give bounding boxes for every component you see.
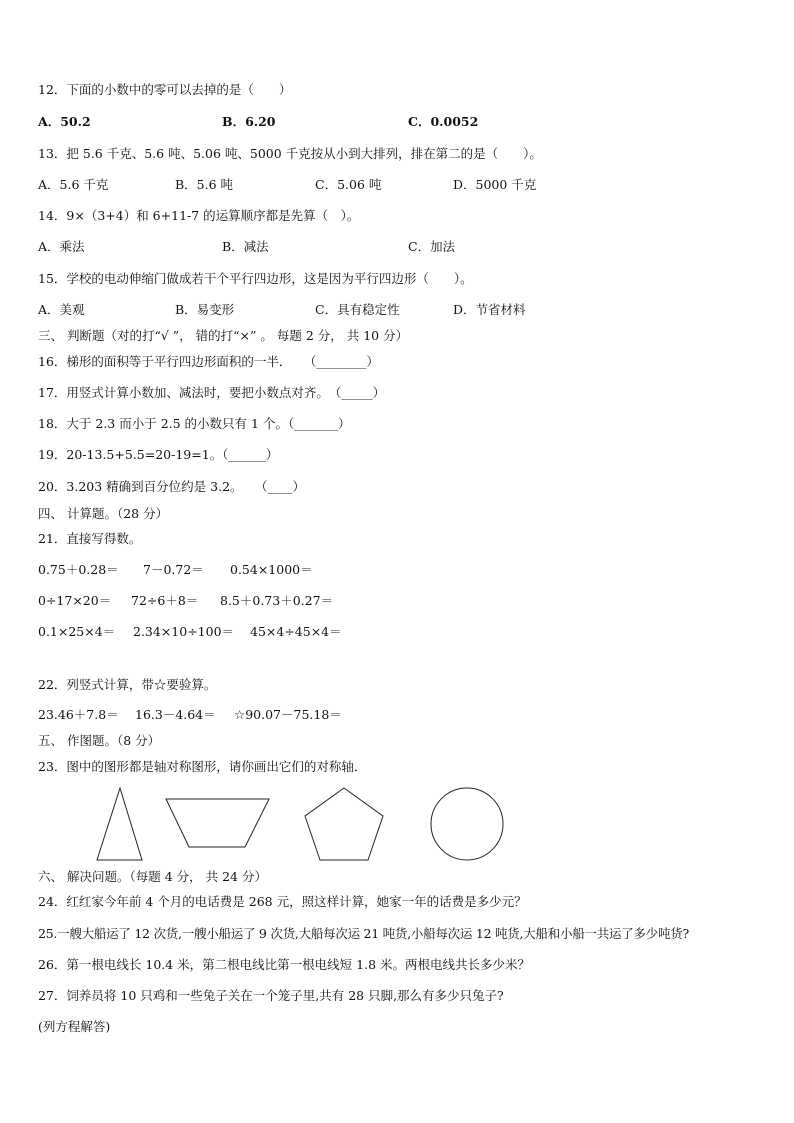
- section-heading-drawing: 五、 作图题。（8 分）: [38, 733, 161, 748]
- question-15: 15．学校的电动伸缩门做成若干个平行四边形，这是因为平行四边形（ ）。: [38, 271, 473, 286]
- calc-item: 0÷17×20＝: [38, 593, 112, 608]
- calc-item: 8.5＋0.73＋0.27＝: [220, 593, 334, 608]
- option-b: B．易变形: [175, 302, 235, 317]
- trapezoid-figure: [166, 799, 269, 847]
- question-22: 22．列竖式计算，带☆要验算。: [38, 677, 217, 692]
- question-26: 26．第一根电线长 10.4 米，第二根电线比第一根电线短 1.8 米。两根电线共长多少米？: [38, 957, 531, 972]
- question-27: 27．饲养员将 10 只鸡和一些兔子关在一个笼子里,共有 28 只脚,那么有多少只兔子?: [38, 988, 504, 1003]
- option-c: C．加法: [408, 239, 456, 254]
- question-16: 16．梯形的面积等于平行四边形面积的一半． （________）: [38, 354, 379, 369]
- question-14-options: [38, 239, 638, 255]
- calc-item: 23.46＋7.8＝: [38, 707, 119, 722]
- question-18: 18．大于 2.3 而小于 2.5 的小数只有 1 个。（_______）: [38, 416, 351, 431]
- question-21: 21．直接写得数。: [38, 531, 142, 546]
- pentagon-figure: [305, 788, 383, 860]
- option-a: A．乘法: [38, 239, 85, 254]
- calc-row: [38, 593, 538, 609]
- option-a: A．50.2: [38, 114, 91, 129]
- circle-figure: [431, 788, 503, 860]
- question-17: 17．用竖式计算小数加、减法时，要把小数点对齐。 （_____）: [38, 385, 386, 400]
- option-b: B．5.6 吨: [175, 177, 234, 192]
- question-25: 25.一艘大船运了 12 次货,一艘小船运了 9 次货,大船每次运 21 吨货,小船每次运 12 吨货,大船和小船一共运了多少吨货?: [38, 926, 689, 941]
- calc-item: 0.75＋0.28＝: [38, 562, 119, 577]
- calc-item: ☆90.07－75.18＝: [234, 707, 342, 722]
- option-d: D．节省材料: [453, 302, 526, 317]
- option-c: C．具有稳定性: [315, 302, 400, 317]
- calc-item: 0.1×25×4＝: [38, 624, 116, 639]
- option-d: D．5000 千克: [453, 177, 537, 192]
- option-c: C．5.06 吨: [315, 177, 382, 192]
- question-12-options: [38, 114, 638, 130]
- question-14: 14．9×（3+4）和 6+11-7 的运算顺序都是先算（ ）。: [38, 208, 360, 223]
- option-b: B．6.20: [222, 114, 276, 129]
- question-20: 20．3.203 精确到百分位约是 3.2。 （____）: [38, 479, 306, 494]
- question-24: 24．红红家今年前 4 个月的电话费是 268 元，照这样计算，她家一年的话费是多少元？: [38, 894, 527, 909]
- option-c: C．0.0052: [408, 114, 479, 129]
- calc-item: 2.34×10÷100＝: [133, 624, 235, 639]
- question-13: 13．把 5.6 千克、5.6 吨、5.06 吨、5000 千克按从小到大排列，排在第二的是（ ）。: [38, 146, 542, 161]
- question-12: 12．下面的小数中的零可以去掉的是（ ）: [38, 82, 292, 97]
- section-heading-judgement: 三、 判断题（对的打“√ ”， 错的打“×” 。 每题 2 分， 共 10 分）: [38, 328, 409, 343]
- calc-row: [38, 624, 538, 640]
- question-15-options: [38, 302, 638, 318]
- section-heading-problems: 六、 解决问题。（每题 4 分， 共 24 分）: [38, 869, 267, 884]
- question-27-note: (列方程解答): [38, 1019, 111, 1034]
- calc-item: 45×4÷45×4＝: [250, 624, 342, 639]
- calc-row: [38, 707, 538, 723]
- option-a: A．美观: [38, 302, 85, 317]
- calc-row: [38, 562, 538, 578]
- calc-item: 7－0.72＝: [143, 562, 204, 577]
- triangle-figure: [97, 788, 142, 860]
- calc-item: 72÷6＋8＝: [131, 593, 199, 608]
- question-23: 23．图中的图形都是轴对称图形，请你画出它们的对称轴．: [38, 759, 367, 774]
- option-b: B．减法: [222, 239, 269, 254]
- question-13-options: [38, 177, 638, 193]
- option-a: A．5.6 千克: [38, 177, 109, 192]
- symmetric-figures: [0, 780, 794, 870]
- section-heading-calculation: 四、 计算题。（28 分）: [38, 506, 169, 521]
- calc-item: 16.3－4.64＝: [135, 707, 216, 722]
- question-19: 19．20-13.5+5.5=20-19=1。（______）: [38, 447, 279, 462]
- calc-item: 0.54×1000＝: [230, 562, 313, 577]
